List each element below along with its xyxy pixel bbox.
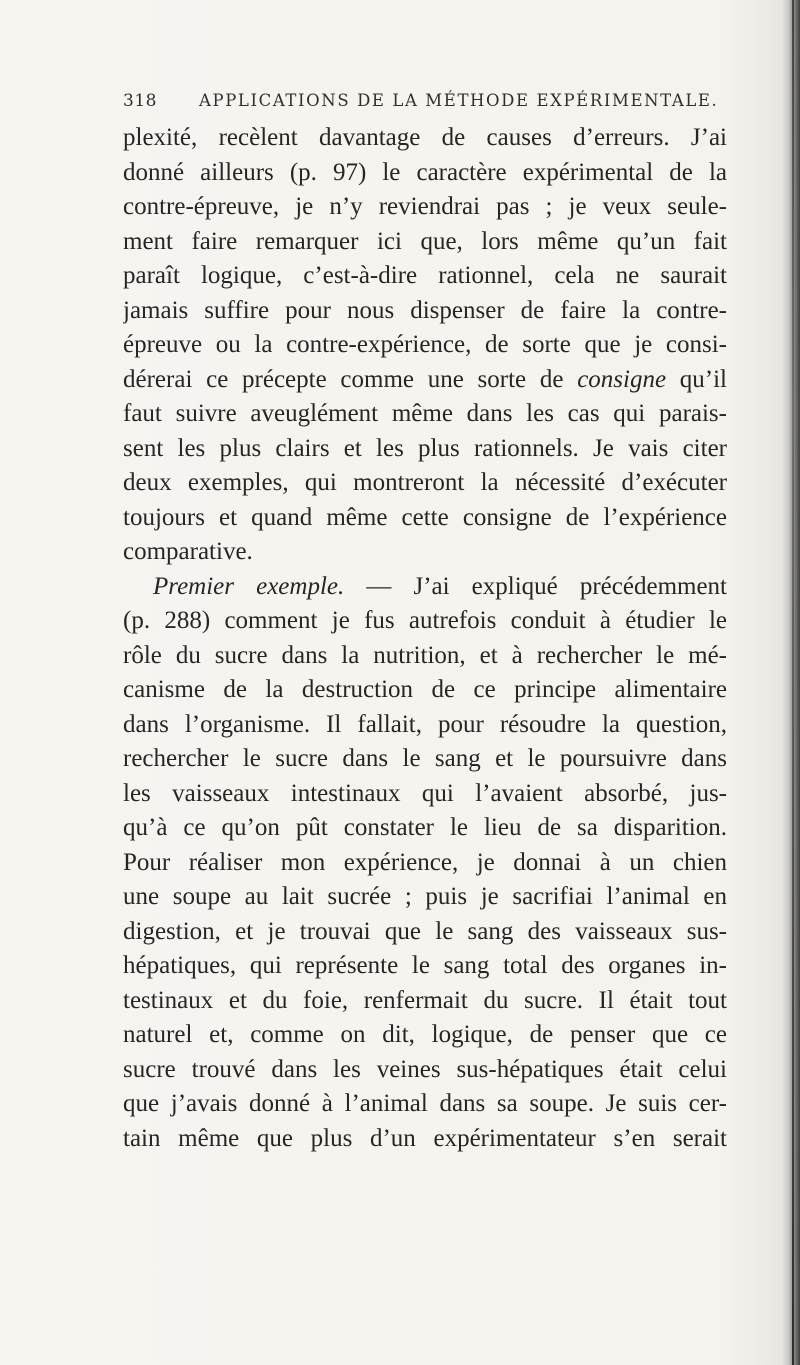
text-line: plexité, recèlent davantage de causes d’erreurs. J’ai <box>123 124 727 151</box>
running-head: APPLICATIONS DE LA MÉTHODE EXPÉRIMENTALE. <box>199 91 719 110</box>
text-run: qu’il <box>666 365 727 393</box>
text-line: faut suivre aveuglément même dans les cas qui parais- <box>123 400 727 427</box>
text-line: contre-épreuve, je n’y reviendrai pas ; je veux seule- <box>123 193 727 220</box>
binding-edge <box>792 0 794 1365</box>
text-line: canisme de la destruction de ce principe alimentaire <box>123 676 727 703</box>
text-line: épreuve ou la contre-expérience, de sorte que je consi- <box>123 331 727 358</box>
text-line <box>123 363 727 398</box>
text-line: une soupe au lait sucrée ; puis je sacrifiai l’animal en <box>123 883 727 910</box>
page-header <box>123 91 723 115</box>
text-line: sent les plus clairs et les plus rationnels. Je vais citer <box>123 434 727 462</box>
text-run: — J’ai expliqué précédemment <box>344 572 727 600</box>
text-line: que j’avais donné à l’animal dans sa soupe. Je suis cer- <box>123 1090 727 1117</box>
text-line: jamais suffire pour nous dispenser de faire la contre- <box>123 296 727 324</box>
page-edge-shadow <box>782 0 800 1365</box>
text-line <box>123 570 727 605</box>
text-line: comparative. <box>123 538 253 565</box>
text-line: Pour réaliser mon expérience, je donnai à un chien <box>123 848 727 876</box>
text-line: rechercher le sucre dans le sang et le poursuivre dans <box>123 745 727 772</box>
text-line: toujours et quand même cette consigne de l’expérience <box>123 503 727 531</box>
text-line: hépatiques, qui représente le sang total des organes in- <box>123 952 727 979</box>
text-line: dans l’organisme. Il fallait, pour résoudre la question, <box>123 710 727 738</box>
text-line: (p. 288) comment je fus autrefois conduit à étudier le <box>123 607 727 634</box>
body-text <box>123 121 727 1156</box>
text-line: naturel et, comme on dit, logique, de penser que ce <box>123 1021 727 1048</box>
text-line: sucre trouvé dans les veines sus-hépatiques était celui <box>123 1055 727 1083</box>
text-line: ment faire remarquer ici que, lors même qu’un fait <box>123 227 727 255</box>
italic-heading: Premier exemple. <box>153 572 345 600</box>
text-line: paraît logique, c’est-à-dire rationnel, cela ne saurait <box>123 262 727 289</box>
text-line: les vaisseaux intestinaux qui l’avaient absorbé, jus- <box>123 779 727 807</box>
text-line: testinaux et du foie, renfermait du sucre. Il était tout <box>123 986 727 1014</box>
text-line: qu’à ce qu’on pût constater le lieu de sa disparition. <box>123 814 727 841</box>
text-line: tain même que plus d’un expérimentateur s’en serait <box>123 1124 727 1152</box>
text-line: rôle du sucre dans la nutrition, et à rechercher le mé- <box>123 641 727 669</box>
text-run: dérerai ce précepte comme une sorte de <box>123 365 578 393</box>
italic-term: consigne <box>577 365 667 393</box>
text-line: donné ailleurs (p. 97) le caractère expérimental de la <box>123 158 727 186</box>
text-line: deux exemples, qui montreront la nécessité d’exécuter <box>123 469 727 496</box>
page-number: 318 <box>123 91 157 111</box>
text-line: digestion, et je trouvai que le sang des vaisseaux sus- <box>123 917 727 945</box>
